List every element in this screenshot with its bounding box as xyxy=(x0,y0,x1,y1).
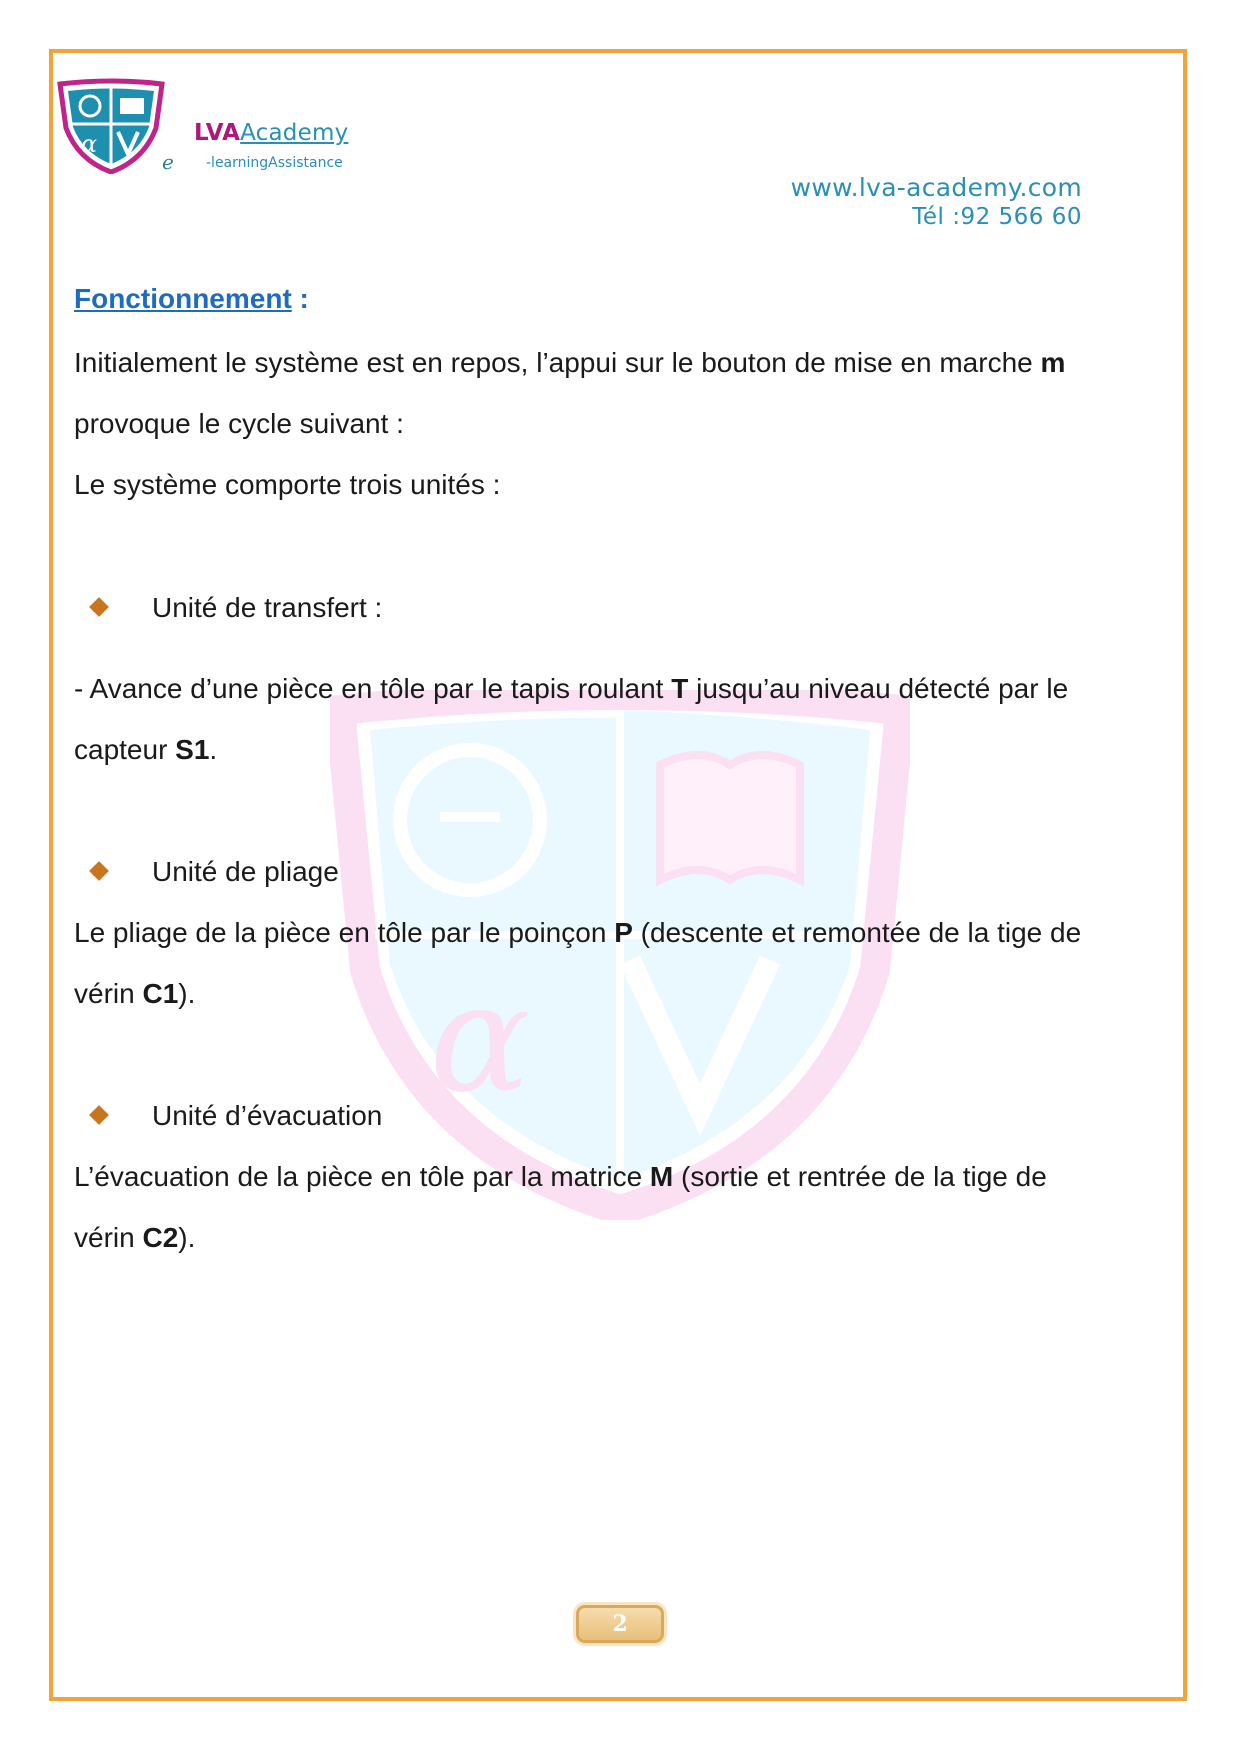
brand-academy: Academy xyxy=(240,120,349,146)
svg-text:α: α xyxy=(80,130,98,158)
intro-line-3: Le système comporte trois unités : xyxy=(74,469,501,500)
unit-transfert-line-2: capteur S1. xyxy=(74,734,218,765)
brand-lva: LVA xyxy=(194,120,241,146)
brand-name xyxy=(194,120,348,146)
watermark-logo xyxy=(330,690,910,1220)
unit-evacuation-line-1: L’évacuation de la pièce en tôle par la matrice M (sortie et rentrée de la tige de xyxy=(74,1161,1047,1192)
page-number: 2 xyxy=(576,1605,664,1643)
unit-pliage-label: Unité de pliage xyxy=(152,856,339,887)
unit-transfert-label: Unité de transfert : xyxy=(152,592,383,623)
section-heading: Fonctionnement : xyxy=(74,283,309,314)
unit-pliage-line-2: vérin C1). xyxy=(74,978,196,1009)
lva-logo-icon xyxy=(56,78,166,174)
unit-evacuation-line-2: vérin C2). xyxy=(74,1222,196,1253)
unit-transfert-line-1: - Avance d’une pièce en tôle par le tapis roulant T jusqu’au niveau détecté par le xyxy=(74,673,1069,704)
intro-line-1: Initialement le système est en repos, l’appui sur le bouton de mise en marche m xyxy=(74,347,1066,378)
website-link[interactable]: www.lva-academy.com xyxy=(790,173,1082,202)
contact-block xyxy=(791,173,1082,230)
phone-number: Tél :92 566 60 xyxy=(912,204,1082,230)
unit-evacuation-label: Unité d’évacuation xyxy=(152,1100,383,1131)
brand-e-letter: e xyxy=(162,150,174,174)
intro-line-2: provoque le cycle suivant : xyxy=(74,408,404,439)
svg-text:α: α xyxy=(429,952,531,1126)
unit-pliage-line-1: Le pliage de la pièce en tôle par le poinçon P (descente et remontée de la tige de xyxy=(74,917,1082,948)
brand-tagline: -learningAssistance xyxy=(206,155,343,171)
